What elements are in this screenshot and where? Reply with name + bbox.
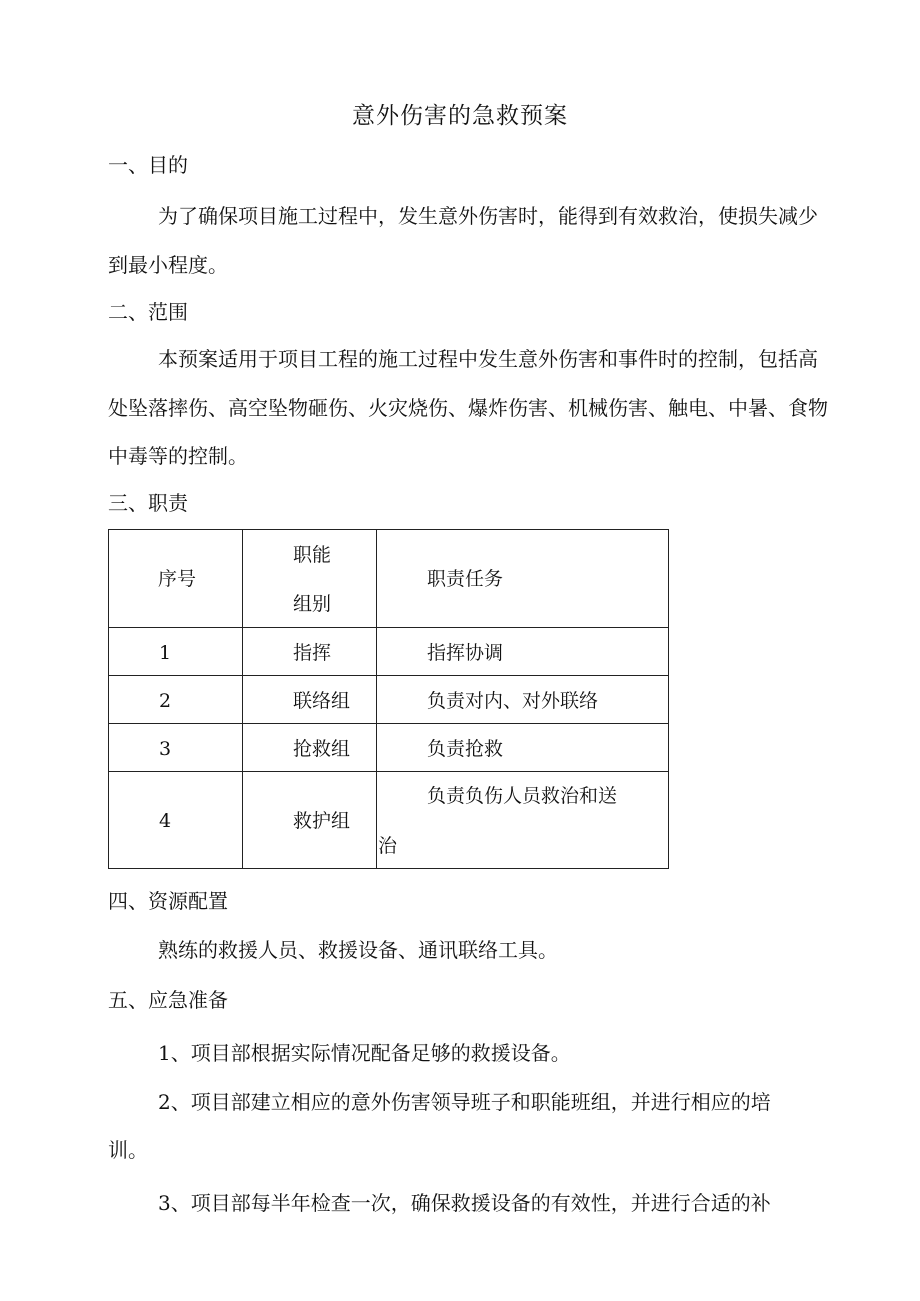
row-no: 2 — [159, 690, 172, 712]
row-no-cell — [109, 676, 243, 724]
preparation-item-2-line: 训。 — [108, 1138, 148, 1162]
preparation-item-1: 1、项目部根据实际情况配备足够的救援设备。 — [158, 1041, 571, 1065]
duties-table — [108, 529, 669, 869]
row-task-cell — [377, 676, 669, 724]
header-group-label-line1: 职能 — [293, 544, 332, 566]
header-no-label: 序号 — [158, 568, 197, 590]
resources-paragraph: 熟练的救援人员、救援设备、通讯联络工具。 — [158, 938, 558, 962]
row-no: 4 — [159, 810, 172, 832]
table-header-row — [109, 530, 669, 628]
scope-paragraph-line: 本预案适用于项目工程的施工过程中发生意外伤害和事件时的控制，包括高 — [158, 347, 818, 371]
row-group-cell — [243, 724, 377, 772]
section-heading-resources: 四、资源配置 — [108, 889, 228, 913]
section-heading-purpose: 一、目的 — [108, 153, 188, 177]
row-task-line2: 治 — [378, 835, 398, 857]
row-task: 指挥协调 — [427, 642, 504, 664]
table-row — [109, 676, 669, 724]
purpose-paragraph-line: 到最小程度。 — [108, 253, 228, 277]
row-group-cell — [243, 772, 377, 869]
row-no: 1 — [159, 642, 172, 664]
purpose-paragraph-line: 为了确保项目施工过程中，发生意外伤害时，能得到有效救治，使损失减少 — [158, 204, 818, 228]
row-no-cell — [109, 724, 243, 772]
row-task-cell — [377, 628, 669, 676]
row-group-cell — [243, 628, 377, 676]
row-group-cell — [243, 676, 377, 724]
row-group: 联络组 — [293, 690, 351, 712]
table-row — [109, 724, 669, 772]
row-task: 负责对内、对外联络 — [427, 690, 599, 712]
row-task-cell — [377, 724, 669, 772]
preparation-item-2-line: 2、项目部建立相应的意外伤害领导班子和职能班组，并进行相应的培 — [158, 1090, 771, 1114]
scope-paragraph-line: 处坠落摔伤、高空坠物砸伤、火灾烧伤、爆炸伤害、机械伤害、触电、中暑、食物 — [108, 396, 828, 420]
header-cell-task — [377, 530, 669, 628]
header-task-label: 职责任务 — [427, 568, 504, 590]
header-cell-no — [109, 530, 243, 628]
header-group-label-line2: 组别 — [293, 593, 332, 615]
section-heading-preparation: 五、应急准备 — [108, 988, 228, 1012]
scope-paragraph-line: 中毒等的控制。 — [108, 444, 248, 468]
table-row — [109, 628, 669, 676]
row-no: 3 — [159, 738, 172, 760]
section-heading-scope: 二、范围 — [108, 300, 188, 324]
row-task-cell — [377, 772, 669, 869]
row-group: 指挥 — [293, 642, 332, 664]
row-no-cell — [109, 772, 243, 869]
row-group: 抢救组 — [293, 738, 351, 760]
row-no-cell — [109, 628, 243, 676]
table-row — [109, 772, 669, 869]
section-heading-duties: 三、职责 — [108, 491, 188, 515]
row-task: 负责抢救 — [427, 738, 504, 760]
row-task-line1: 负责负伤人员救治和送 — [427, 785, 618, 807]
row-group: 救护组 — [293, 810, 351, 832]
document-title: 意外伤害的急救预案 — [352, 103, 568, 129]
header-cell-group — [243, 530, 377, 628]
preparation-item-3-line: 3、项目部每半年检查一次，确保救援设备的有效性，并进行合适的补 — [158, 1191, 771, 1215]
